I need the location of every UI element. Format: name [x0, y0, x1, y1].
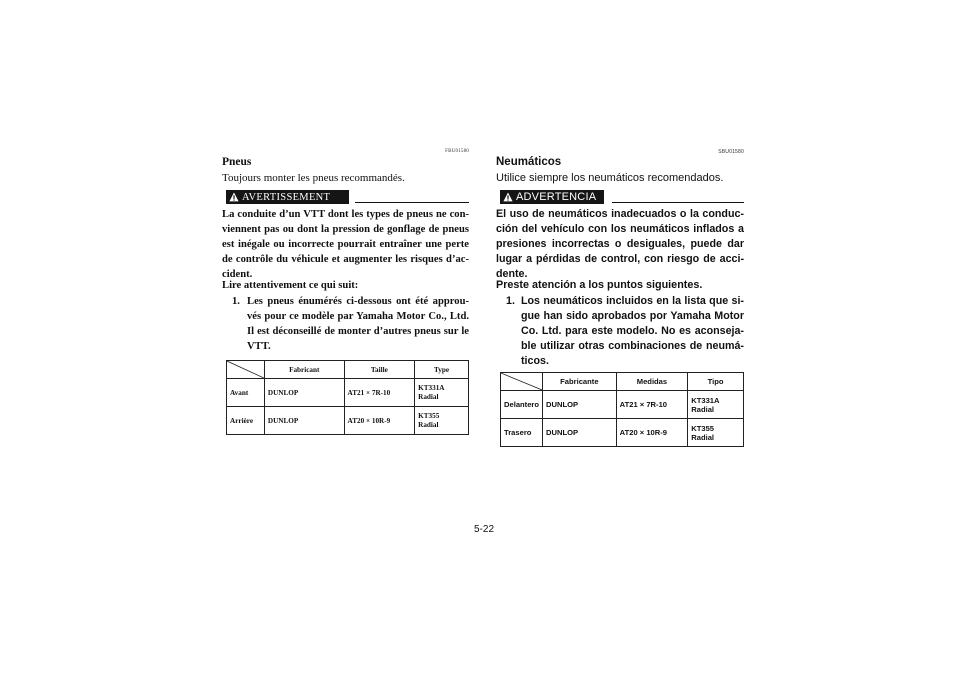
warning-triangle-icon [503, 192, 513, 202]
intro-text: Utilice siempre los neumáticos recomendados. [496, 172, 724, 184]
row-type-construction: Radial [691, 404, 715, 414]
column-header: Fabricant [264, 361, 344, 379]
row-size: AT20 × 10R-9 [616, 419, 688, 447]
column-header: Taille [344, 361, 415, 379]
row-type [688, 419, 744, 447]
warning-badge [226, 190, 349, 204]
row-manufacturer: DUNLOP [264, 407, 344, 435]
row-position: Trasero [501, 419, 543, 447]
column-header: Tipo [688, 373, 744, 391]
french-column [222, 0, 469, 678]
warning-badge [500, 190, 604, 204]
row-type-construction: Radial [418, 420, 439, 429]
table-header-row [227, 361, 469, 379]
row-manufacturer: DUNLOP [264, 379, 344, 407]
row-type-model: KT355 [418, 411, 440, 420]
table-row [227, 407, 469, 435]
column-header: Medidas [616, 373, 688, 391]
list-item-text: Los neumáticos incluidos en la lista que si- gue han sido aprobados por Yamaha Motor Co. Ltd. para este modelo. No es aconseja- ble utilizar otras combinaciones de neumá- ticos. [521, 295, 744, 367]
list-item [506, 294, 744, 369]
tire-table [500, 372, 744, 447]
warning-title: ADVERTENCIA [516, 191, 597, 203]
warning-text: La conduite d’un VTT dont les types de pneus ne con- viennent pas ou dont la pression de gonflage de pneus est inégale ou incorrecte pourrait entraîner une perte de contrôle du véhicule et augmenter les risques d’ac- cident. [222, 209, 469, 280]
section-code: FBU01580 [445, 149, 469, 154]
table-corner-cell [501, 373, 543, 391]
list-item-number: 1. [232, 296, 240, 307]
row-type [415, 379, 469, 407]
tire-table [226, 360, 469, 435]
list-item-text: Les pneus énumérés ci-dessous ont été approu- vés pour ce modèle par Yamaha Motor Co., Ltd. Il est déconseillé de monter d’autres pneus sur le VTT. [247, 296, 469, 352]
row-type [688, 391, 744, 419]
warning-header [500, 190, 744, 204]
table-row [227, 379, 469, 407]
row-type-model: KT331A [418, 383, 445, 392]
table-corner-cell [227, 361, 265, 379]
row-manufacturer: DUNLOP [543, 391, 617, 419]
row-size: AT21 × 7R-10 [616, 391, 688, 419]
row-type-construction: Radial [691, 432, 715, 442]
row-manufacturer: DUNLOP [543, 419, 617, 447]
row-type-construction: Radial [418, 392, 439, 401]
section-code: SBU01580 [718, 149, 744, 155]
row-position: Avant [227, 379, 265, 407]
warning-rule [612, 202, 744, 203]
section-heading: Pneus [222, 156, 252, 168]
intro-text: Toujours monter les pneus recommandés. [222, 172, 405, 184]
warning-title: AVERTISSEMENT [242, 191, 331, 203]
warning-rule [355, 202, 469, 203]
spanish-column [496, 0, 744, 678]
instruction-lead: Lire attentivement ce qui suit: [222, 280, 359, 291]
row-type-model: KT355 [691, 423, 715, 433]
row-position: Delantero [501, 391, 543, 419]
row-size: AT21 × 7R-10 [344, 379, 415, 407]
table-row [501, 419, 744, 447]
row-type [415, 407, 469, 435]
list-item [232, 294, 469, 354]
section-heading: Neumáticos [496, 156, 562, 168]
row-size: AT20 × 10R-9 [344, 407, 415, 435]
page-number: 5-22 [474, 524, 495, 535]
row-type-model: KT331A [691, 395, 720, 405]
warning-header [226, 190, 469, 204]
column-header: Fabricante [543, 373, 617, 391]
instruction-lead: Preste atención a los puntos siguientes. [496, 279, 703, 291]
row-position: Arrière [227, 407, 265, 435]
list-item-number: 1. [506, 295, 515, 307]
column-header: Type [415, 361, 469, 379]
table-header-row [501, 373, 744, 391]
warning-text: El uso de neumáticos inadecuados o la conduc- ción del vehículo con los neumáticos inflados a presiones incorrectas o desiguales, puede dar lugar a pérdidas de control, con riesgo de acci- dente. [496, 208, 744, 280]
table-row [501, 391, 744, 419]
warning-triangle-icon [229, 192, 239, 202]
